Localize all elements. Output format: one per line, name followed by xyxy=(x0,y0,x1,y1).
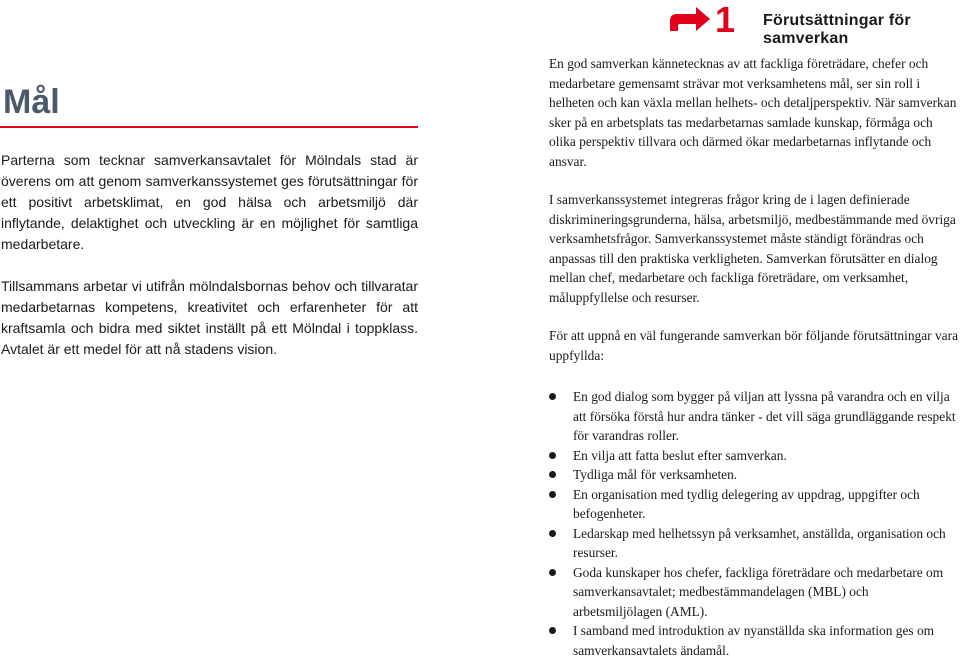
bullet-icon xyxy=(549,491,556,498)
goal-paragraph: Parterna som tecknar samverkansavtalet för Mölndals stad är överens om att genom samverkanssystemet ges förutsättningar för ett positivt arbetsklimat, en god hälsa och arbetsmiljö där inflytande, delaktighet och utveckling är en möjlighet för samtliga medarbetare. xyxy=(1,152,418,252)
body-paragraph: I samverkanssystemet integreras frågor kring de i lagen definierade diskrimineringsgrunderna, hälsa, arbetsmiljö, medbestämmande med övriga verksamhetsfrågor. Samverkanssystemet måste ständigt förändras och anpassas till den praktiska verkligheten. Samverkan förutsätter en dialog mellan chef, medarbetare och fackliga företrädare, om verksamhet, måluppfyllelse och resurser. xyxy=(549,192,956,305)
list-item xyxy=(549,446,960,466)
list-item xyxy=(549,465,960,485)
bullet-icon xyxy=(549,393,556,400)
list-item xyxy=(549,387,960,446)
list-item xyxy=(549,563,960,622)
body-paragraph: En god samverkan kännetecknas av att fackliga företrädare, chefer och medarbetare gemensamt strävar mot verksamhetens mål, ser sin roll i helheten och kan växla mellan helhets- och detaljperspektiv. När samverkan sker på en arbetsplats tas medarbetarnas samlade kunskap, förmåga och olika perspektiv tillvara och därmed ökar medarbetarnas inflytande och ansvar. xyxy=(549,56,957,169)
page-header xyxy=(540,0,960,47)
chapter-title: Förutsättningar för samverkan xyxy=(763,12,911,47)
bullet-icon xyxy=(549,530,556,537)
goal-heading: Mål xyxy=(3,83,60,121)
list-item xyxy=(549,621,960,660)
list-item-text: Tydliga mål för verksamheten. xyxy=(573,467,738,482)
body-paragraph: För att uppnå en väl fungerande samverkan bör följande förutsättningar vara uppfyllda: xyxy=(549,328,959,363)
list-item-text: En organisation med tydlig delegering av uppdrag, uppgifter och befogenheter. xyxy=(573,486,920,521)
bullet-icon xyxy=(549,452,556,459)
goal-section xyxy=(0,80,418,360)
bullet-icon xyxy=(549,569,556,576)
requirements-list xyxy=(549,387,960,660)
bullet-icon xyxy=(549,471,556,478)
list-item-text: Ledarskap med helhetssyn på verksamhet, anställda, organisation och resurser. xyxy=(573,525,946,560)
arrow-right-icon xyxy=(668,5,712,33)
chapter-number: 1 xyxy=(715,0,736,40)
list-item-text: En god dialog som bygger på viljan att lyssna på varandra och en vilja att försöka förstå hur andra tänker - det vill säga grundläggande respekt för varandras roller. xyxy=(573,389,956,443)
list-item-text: En vilja att fatta beslut efter samverkan. xyxy=(573,447,787,463)
bullet-icon xyxy=(549,627,556,634)
list-item xyxy=(549,485,960,524)
heading-divider xyxy=(0,126,418,128)
body-section xyxy=(549,54,960,365)
list-item-text: I samband med introduktion av nyanställda ska information ges om samverkansavtalets ändamål. xyxy=(573,623,935,658)
goal-paragraph: Tillsammans arbetar vi utifrån mölndalsbornas behov och tillvaratar medarbetarnas kompetens, kreativitet och erfarenheter för att kraftsamla och bidra med siktet inställt på ett Mölndal i toppklass. Avtalet är ett medel för att nå stadens vision. xyxy=(1,278,418,357)
list-item-text: Goda kunskaper hos chefer, fackliga företrädare och medarbetare om samverkansavtalet; medbestämmandelagen (MBL) och arbetsmiljölagen (AML). xyxy=(573,564,944,619)
list-item xyxy=(549,524,960,563)
